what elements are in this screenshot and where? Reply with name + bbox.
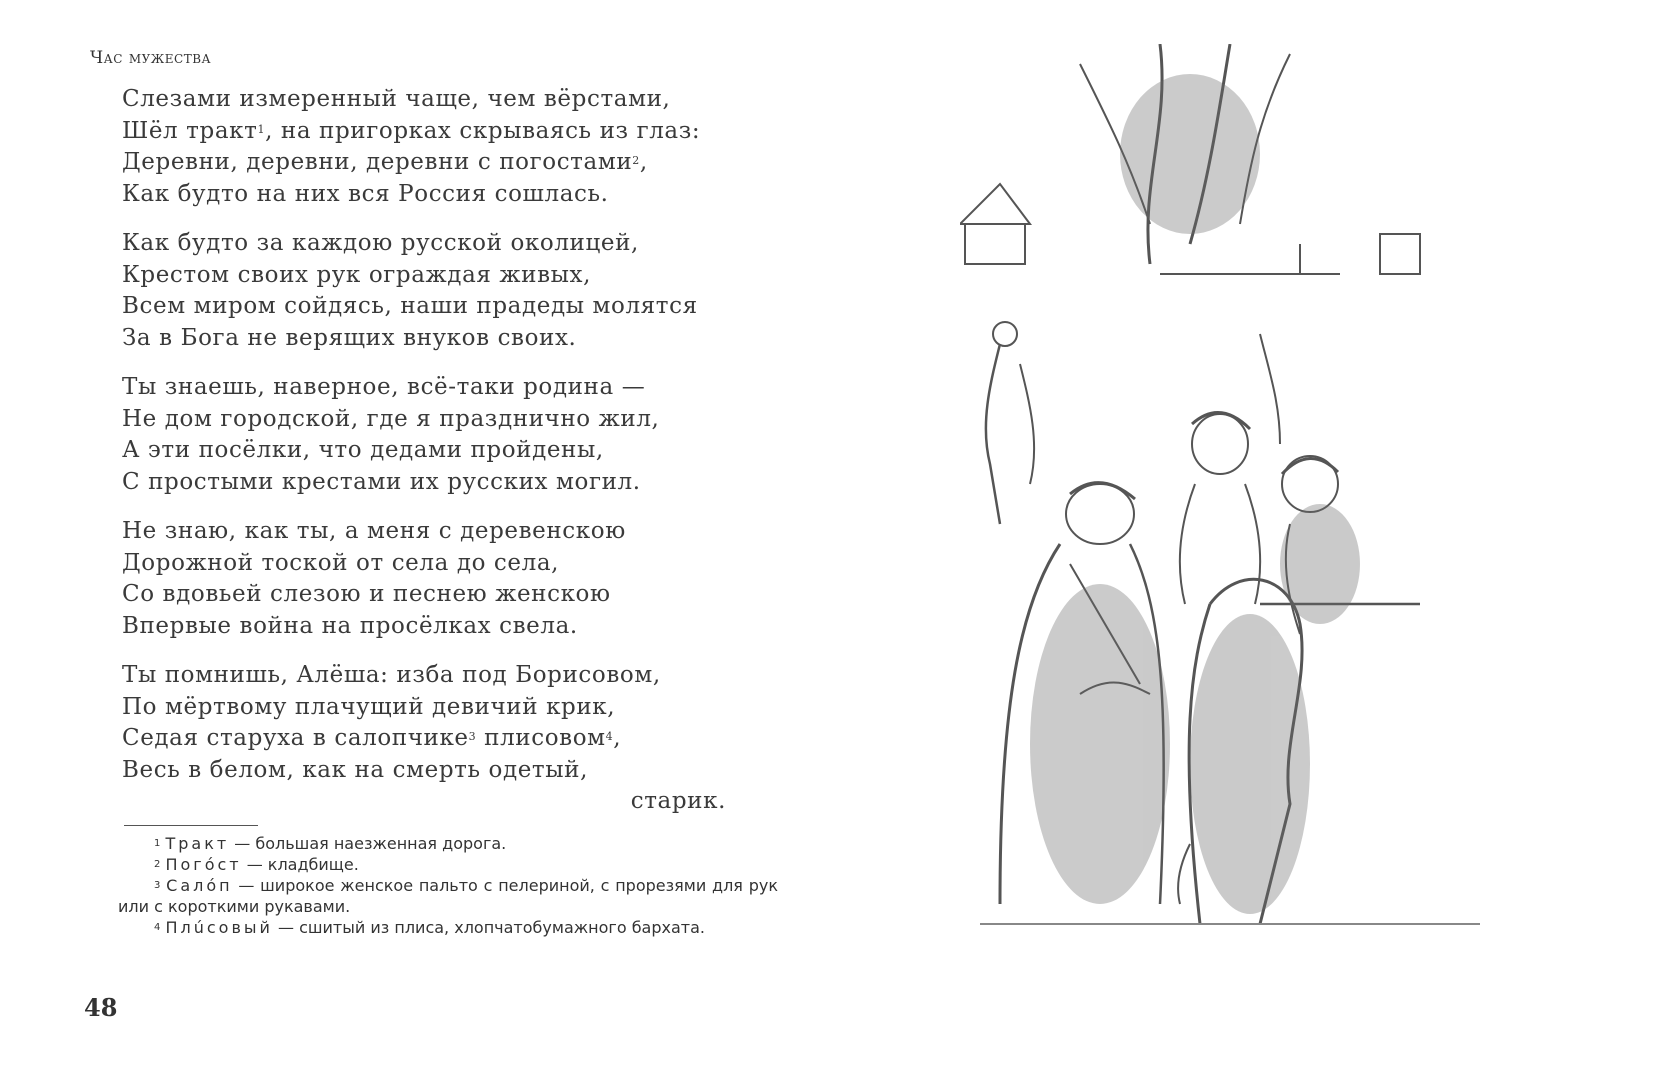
- poem-line: Деревни, деревни, деревни с погостами$^2$,: [122, 149, 648, 175]
- running-head: Час мужества: [90, 48, 212, 68]
- footnote-marker: 2: [632, 154, 640, 167]
- illustration-drawing: [960, 44, 1530, 1004]
- page-number: 48: [84, 993, 118, 1022]
- footnote-marker: 3: [468, 730, 477, 743]
- poem-line: Ты помнишь, Алёша: изба под Борисовом,: [122, 662, 661, 688]
- poem-line: Всем миром сойдясь, наши прадеды молятся: [122, 293, 698, 319]
- poem-line: По мёртвому плачущий девичий крик,: [122, 693, 616, 720]
- poem-line: Впервые война на просёлках свела.: [122, 612, 578, 639]
- poem-line: Как будто на них вся Россия сошлась.: [122, 180, 609, 207]
- poem-line: Крестом своих рук ограждая живых,: [122, 261, 592, 288]
- poem-hanging-word: старик.: [630, 788, 726, 814]
- stanza: [122, 660, 762, 818]
- poem-line: За в Бога не верящих внуков своих.: [122, 324, 577, 351]
- stanza: [122, 516, 762, 642]
- footnote-divider: [124, 825, 258, 826]
- stanza: [122, 228, 762, 354]
- poem-line: Не дом городской, где я празднично жил,: [122, 405, 660, 432]
- footnote: $^4$ Плúсовый — сшитый из плиса, хлопчатобумажного бархата.: [154, 918, 705, 937]
- footnote: $^1$ Тракт — большая наезженная дорога.: [154, 834, 507, 853]
- poem-line: Седая старуха в салопчике$^3$ плисовом$^4$,: [122, 725, 622, 751]
- stanza: [122, 372, 762, 498]
- illustration-soldiers-village: [960, 44, 1530, 1004]
- footnote: $^2$ Погóст — кладбище.: [154, 855, 359, 874]
- poem-line: А эти посёлки, что дедами пройдены,: [122, 437, 604, 463]
- poem-line: Не знаю, как ты, а меня с деревенскою: [122, 518, 626, 544]
- poem-line: Шёл тракт$^1$, на пригорках скрываясь из глаз:: [122, 117, 701, 144]
- footnote-marker: 1: [257, 122, 266, 136]
- poem: [122, 84, 762, 836]
- footnote-marker: 4: [605, 730, 614, 743]
- poem-line: Слезами измеренный чаще, чем вёрстами,: [122, 86, 671, 112]
- poem-line: С простыми крестами их русских могил.: [122, 468, 641, 495]
- left-page: [0, 0, 820, 1080]
- poem-line: Со вдовьей слезою и песнею женскою: [122, 581, 611, 607]
- poem-line: Ты знаешь, наверное, всё-таки родина —: [122, 374, 646, 400]
- footnote: $^3$ Салóп — широкое женское пальто с пелериной, с прорезями для рук или с короткими рукавами.: [118, 876, 778, 916]
- poem-line: Дорожной тоской от села до села,: [122, 549, 560, 576]
- poem-line: Весь в белом, как на смерть одетый,: [122, 756, 588, 783]
- stanza: [122, 84, 762, 210]
- poem-line: Как будто за каждою русской околицей,: [122, 230, 639, 256]
- footnotes: [118, 833, 778, 938]
